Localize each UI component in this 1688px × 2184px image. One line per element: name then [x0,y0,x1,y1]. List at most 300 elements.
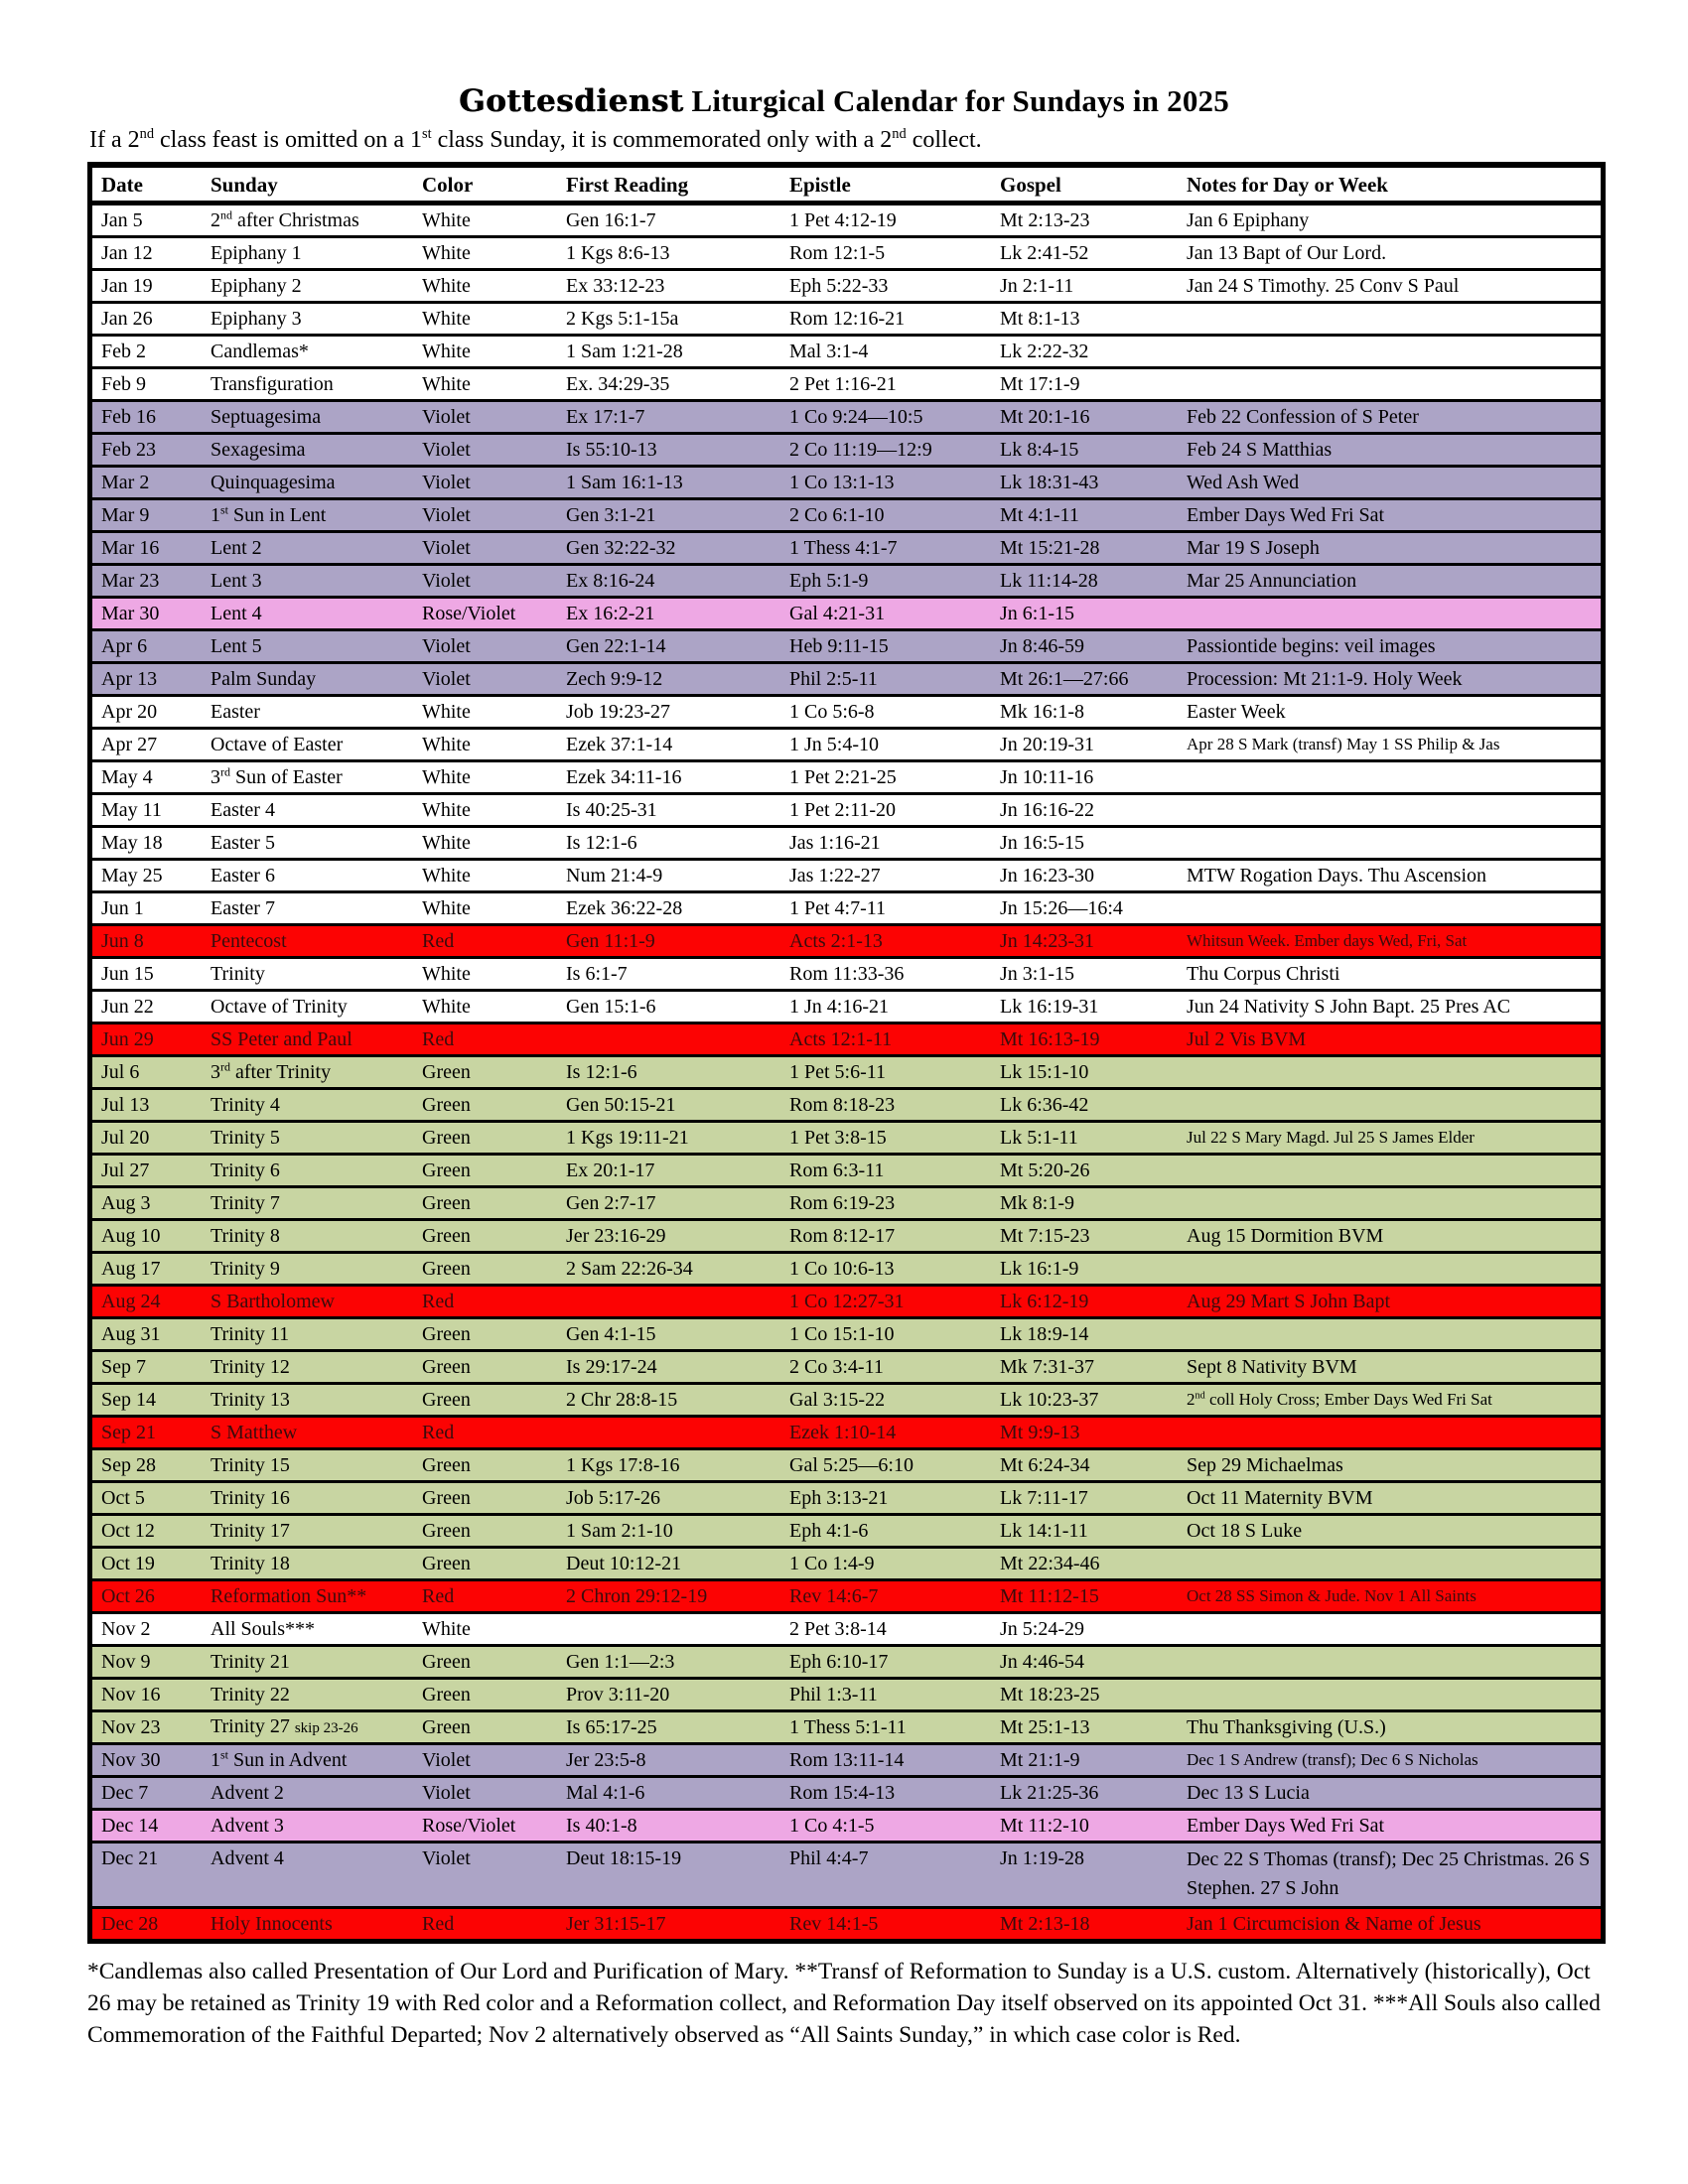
cell-gospel: Mt 22:34-46 [1000,1553,1100,1574]
cell-color: Green [422,1258,471,1280]
table-row [92,268,1601,301]
cell-gospel: Mt 6:24-34 [1000,1454,1090,1476]
cell-color: Green [422,1716,471,1738]
cell-first-reading: 2 Sam 22:26-34 [566,1258,693,1280]
cell-sunday: Trinity 22 [211,1684,290,1706]
cell-color: Violet [422,439,471,461]
cell-epistle: 1 Co 10:6-13 [789,1258,895,1280]
cell-epistle: Rom 8:12-17 [789,1225,896,1247]
cell-notes: Oct 18 S Luke [1187,1520,1303,1542]
table-row [92,1480,1601,1513]
cell-color: White [422,341,471,362]
cell-color: White [422,209,471,231]
cell-gospel: Mk 16:1-8 [1000,701,1084,723]
cell-color: Violet [422,1749,471,1771]
cell-epistle: Gal 4:21-31 [789,603,886,624]
cell-gospel: Lk 10:23-37 [1000,1389,1099,1411]
table-row [92,1251,1601,1284]
cell-gospel: Mt 11:2-10 [1000,1815,1089,1837]
cell-color: Green [422,1684,471,1706]
cell-date: Jun 15 [101,963,154,985]
cell-epistle: Eph 6:10-17 [789,1651,889,1673]
cell-notes: Jan 24 S Timothy. 25 Conv S Paul [1187,275,1460,297]
table-row [92,1546,1601,1578]
table-row [92,1644,1601,1677]
cell-first-reading: Is 40:25-31 [566,799,657,821]
cell-date: Dec 21 [101,1847,159,1869]
cell-gospel: Mt 25:1-13 [1000,1716,1090,1738]
cell-sunday: SS Peter and Paul [211,1028,352,1050]
header-row [92,168,1601,203]
table-row [92,1742,1601,1775]
cell-gospel: Jn 5:24-29 [1000,1618,1084,1640]
cell-first-reading: 1 Kgs 19:11-21 [566,1127,689,1149]
cell-first-reading: Gen 2:7-17 [566,1192,656,1214]
cell-date: Aug 24 [101,1291,161,1312]
cell-gospel: Lk 2:22-32 [1000,341,1089,362]
cell-epistle: 2 Pet 1:16-21 [789,373,897,395]
cell-first-reading: Job 19:23-27 [566,701,670,723]
cell-sunday: Trinity 17 [211,1520,290,1542]
cell-epistle: Rom 11:33-36 [789,963,905,985]
cell-first-reading: 2 Chr 28:8-15 [566,1389,678,1411]
cell-color: White [422,832,471,854]
cell-notes: Sep 29 Michaelmas [1187,1454,1343,1476]
cell-gospel: Mt 9:9-13 [1000,1422,1080,1443]
cell-date: Apr 27 [101,734,158,755]
cell-gospel: Mt 5:20-26 [1000,1160,1090,1181]
page-title [0,83,1688,119]
cell-color: White [422,701,471,723]
cell-gospel: Mt 17:1-9 [1000,373,1080,395]
table-row [92,1284,1601,1316]
cell-date: Oct 5 [101,1487,145,1509]
cell-notes: 2nd coll Holy Cross; Ember Days Wed Fri Sat [1187,1390,1492,1409]
cell-date: Mar 23 [101,570,160,592]
cell-color: Green [422,1553,471,1574]
cell-epistle: 1 Co 9:24—10:5 [789,406,923,428]
cell-first-reading: Is 6:1-7 [566,963,628,985]
table-row [92,1808,1601,1841]
cell-date: May 25 [101,865,163,887]
column-header-sunday: Sunday [211,172,278,197]
cell-color: White [422,799,471,821]
table-row [92,1153,1601,1185]
cell-color: Green [422,1520,471,1542]
cell-notes: Mar 19 S Joseph [1187,537,1320,559]
cell-epistle: Phil 4:4-7 [789,1847,869,1869]
cell-color: Violet [422,472,471,493]
cell-epistle: 1 Jn 4:16-21 [789,996,889,1018]
cell-first-reading: Ex 17:1-7 [566,406,645,428]
cell-first-reading: 2 Chron 29:12-19 [566,1585,708,1607]
cell-first-reading: Num 21:4-9 [566,865,663,887]
table-row [92,1382,1601,1415]
cell-sunday: Trinity 16 [211,1487,290,1509]
table-row [92,858,1601,890]
cell-color: White [422,766,471,788]
cell-first-reading: Gen 3:1-21 [566,504,656,526]
cell-gospel: Lk 11:14-28 [1000,570,1098,592]
cell-sunday: Lent 5 [211,635,262,657]
cell-color: Red [422,930,455,952]
cell-sunday: Holy Innocents [211,1913,333,1935]
column-header-first-reading: First Reading [566,172,689,197]
cell-first-reading: Is 29:17-24 [566,1356,657,1378]
cell-notes: Easter Week [1187,701,1286,723]
cell-gospel: Jn 14:23-31 [1000,930,1094,952]
cell-first-reading: Job 5:17-26 [566,1487,660,1509]
cell-gospel: Mt 2:13-18 [1000,1913,1090,1935]
cell-gospel: Mt 20:1-16 [1000,406,1090,428]
table-row [92,1185,1601,1218]
column-header-epistle: Epistle [789,172,851,197]
cell-color: White [422,734,471,755]
cell-date: Apr 20 [101,701,158,723]
cell-sunday: Trinity 13 [211,1389,290,1411]
cell-notes: Aug 29 Mart S John Bapt [1187,1291,1390,1312]
table-row [92,1022,1601,1054]
cell-epistle: Acts 2:1-13 [789,930,883,952]
cell-gospel: Jn 6:1-15 [1000,603,1074,624]
cell-sunday: Trinity 18 [211,1553,290,1574]
table-row [92,1054,1601,1087]
cell-epistle: Ezek 1:10-14 [789,1422,897,1443]
cell-first-reading: Ezek 36:22-28 [566,897,683,919]
cell-first-reading: 1 Kgs 8:6-13 [566,242,670,264]
cell-epistle: 1 Co 13:1-13 [789,472,895,493]
cell-first-reading: Gen 16:1-7 [566,209,656,231]
cell-sunday: Advent 2 [211,1782,284,1804]
table-row [92,890,1601,923]
cell-date: Sep 7 [101,1356,146,1378]
cell-sunday: Reformation Sun** [211,1585,367,1607]
cell-date: Feb 9 [101,373,146,395]
cell-sunday: Trinity 15 [211,1454,290,1476]
cell-epistle: Phil 1:3-11 [789,1684,878,1706]
cell-epistle: 1 Pet 2:21-25 [789,766,897,788]
cell-notes: Ember Days Wed Fri Sat [1187,504,1385,526]
cell-epistle: 1 Co 12:27-31 [789,1291,905,1312]
cell-color: Violet [422,406,471,428]
table-row [92,727,1601,759]
cell-first-reading: Mal 4:1-6 [566,1782,645,1804]
calendar-table-body [92,203,1601,1939]
cell-sunday: Octave of Easter [211,734,344,755]
cell-date: Dec 7 [101,1782,149,1804]
cell-first-reading: Is 55:10-13 [566,439,657,461]
cell-epistle: 1 Co 15:1-10 [789,1323,895,1345]
cell-date: Feb 23 [101,439,156,461]
cell-color: White [422,242,471,264]
cell-date: Mar 9 [101,504,150,526]
cell-epistle: 1 Co 1:4-9 [789,1553,875,1574]
cell-first-reading: 2 Kgs 5:1-15a [566,308,679,330]
cell-epistle: 1 Pet 4:7-11 [789,897,887,919]
cell-sunday: Trinity 4 [211,1094,280,1116]
table-row [92,792,1601,825]
cell-epistle: 1 Pet 3:8-15 [789,1127,887,1149]
cell-epistle: Eph 5:1-9 [789,570,869,592]
cell-gospel: Jn 16:5-15 [1000,832,1084,854]
cell-sunday: Advent 4 [211,1847,284,1869]
cell-sunday: Sexagesima [211,439,306,461]
cell-sunday: Trinity 5 [211,1127,280,1149]
cell-epistle: 2 Pet 3:8-14 [789,1618,887,1640]
cell-sunday: Trinity 27 skip 23-26 [211,1715,358,1737]
cell-color: Rose/Violet [422,603,516,624]
table-row [92,1578,1601,1611]
cell-epistle: Rom 13:11-14 [789,1749,905,1771]
cell-gospel: Lk 7:11-17 [1000,1487,1088,1509]
cell-first-reading: 1 Sam 2:1-10 [566,1520,673,1542]
cell-gospel: Lk 6:12-19 [1000,1291,1089,1312]
table-row [92,203,1601,235]
cell-color: Green [422,1192,471,1214]
cell-sunday: Lent 4 [211,603,262,624]
cell-notes: Jan 6 Epiphany [1187,209,1310,231]
cell-color: Violet [422,537,471,559]
cell-date: Jul 27 [101,1160,150,1181]
cell-date: Sep 14 [101,1389,156,1411]
table-row [92,497,1601,530]
cell-date: Jan 19 [101,275,153,297]
cell-epistle: Eph 5:22-33 [789,275,889,297]
cell-date: Oct 26 [101,1585,155,1607]
cell-notes: Wed Ash Wed [1187,472,1300,493]
cell-color: Green [422,1389,471,1411]
cell-gospel: Mt 18:23-25 [1000,1684,1100,1706]
table-row [92,1841,1601,1906]
cell-sunday: Trinity [211,963,265,985]
cell-color: Green [422,1356,471,1378]
table-row [92,432,1601,465]
cell-gospel: Jn 15:26—16:4 [1000,897,1123,919]
cell-date: Jul 13 [101,1094,150,1116]
cell-first-reading: Deut 18:15-19 [566,1847,682,1869]
cell-date: Nov 9 [101,1651,151,1673]
cell-gospel: Lk 8:4-15 [1000,439,1079,461]
cell-notes: Feb 22 Confession of S Peter [1187,406,1419,428]
cell-gospel: Mt 26:1—27:66 [1000,668,1129,690]
cell-color: Violet [422,635,471,657]
cell-color: Green [422,1454,471,1476]
cell-epistle: Rev 14:6-7 [789,1585,879,1607]
cell-first-reading: Gen 50:15-21 [566,1094,676,1116]
cell-first-reading: 1 Sam 1:21-28 [566,341,683,362]
cell-gospel: Mt 15:21-28 [1000,537,1100,559]
table-row [92,399,1601,432]
cell-gospel: Jn 16:23-30 [1000,865,1094,887]
cell-first-reading: 1 Kgs 17:8-16 [566,1454,680,1476]
cell-gospel: Mk 7:31-37 [1000,1356,1094,1378]
cell-notes: Dec 13 S Lucia [1187,1782,1310,1804]
calendar-table [87,162,1606,1944]
cell-sunday: Trinity 21 [211,1651,290,1673]
cell-first-reading: Prov 3:11-20 [566,1684,670,1706]
cell-epistle: Rom 12:1-5 [789,242,886,264]
cell-date: Jun 8 [101,930,144,952]
cell-epistle: 2 Co 6:1-10 [789,504,885,526]
cell-first-reading: Ex 33:12-23 [566,275,665,297]
cell-gospel: Jn 2:1-11 [1000,275,1074,297]
cell-color: White [422,897,471,919]
cell-color: Green [422,1323,471,1345]
cell-color: Violet [422,570,471,592]
table-row [92,923,1601,956]
table-row [92,465,1601,497]
cell-notes: Dec 22 S Thomas (transf); Dec 25 Christmas. 26 S Stephen. 27 S John [1187,1848,1591,1899]
cell-sunday: Quinquagesima [211,472,336,493]
cell-epistle: Rom 6:19-23 [789,1192,896,1214]
cell-sunday: Trinity 12 [211,1356,290,1378]
cell-color: Red [422,1291,455,1312]
table-row [92,1447,1601,1480]
cell-gospel: Mk 8:1-9 [1000,1192,1074,1214]
cell-epistle: 2 Co 11:19—12:9 [789,439,932,461]
cell-date: Mar 16 [101,537,160,559]
cell-first-reading: Ezek 34:11-16 [566,766,682,788]
cell-date: Nov 2 [101,1618,151,1640]
table-row [92,989,1601,1022]
cell-gospel: Mt 16:13-19 [1000,1028,1100,1050]
cell-gospel: Mt 4:1-11 [1000,504,1079,526]
table-row [92,1218,1601,1251]
cell-color: White [422,865,471,887]
cell-notes: Jun 24 Nativity S John Bapt. 25 Pres AC [1187,996,1511,1018]
cell-first-reading: Gen 22:1-14 [566,635,666,657]
cell-sunday: 1st Sun in Advent [211,1747,348,1771]
cell-gospel: Lk 6:36-42 [1000,1094,1089,1116]
table-row [92,956,1601,989]
cell-epistle: Eph 3:13-21 [789,1487,889,1509]
cell-first-reading: Gen 11:1-9 [566,930,655,952]
cell-color: Green [422,1651,471,1673]
cell-date: Nov 30 [101,1749,161,1771]
column-header-gospel: Gospel [1000,172,1061,197]
subtitle: If a 2nd class feast is omitted on a 1st class Sunday, it is commemorated only with a 2nd collect. [89,126,982,153]
cell-first-reading: 1 Sam 16:1-13 [566,472,683,493]
cell-epistle: 1 Thess 4:1-7 [789,537,898,559]
cell-color: Green [422,1127,471,1149]
column-header-color: Color [422,172,474,197]
cell-color: Violet [422,504,471,526]
cell-notes: Aug 15 Dormition BVM [1187,1225,1384,1247]
cell-sunday: Octave of Trinity [211,996,348,1018]
table-row [92,825,1601,858]
cell-gospel: Mt 11:12-15 [1000,1585,1099,1607]
table-row [92,1316,1601,1349]
cell-sunday: Easter 6 [211,865,275,887]
cell-epistle: Rom 15:4-13 [789,1782,896,1804]
cell-sunday: S Bartholomew [211,1291,335,1312]
cell-color: White [422,963,471,985]
cell-epistle: 1 Pet 2:11-20 [789,799,897,821]
cell-first-reading: Gen 4:1-15 [566,1323,656,1345]
cell-epistle: Rom 12:16-21 [789,308,906,330]
cell-sunday: 3rd after Trinity [211,1059,332,1083]
cell-epistle: Acts 12:1-11 [789,1028,893,1050]
cell-date: Nov 23 [101,1716,161,1738]
cell-date: Aug 17 [101,1258,161,1280]
cell-first-reading: Jer 23:5-8 [566,1749,646,1771]
cell-date: Aug 3 [101,1192,151,1214]
cell-first-reading: Ex 16:2-21 [566,603,655,624]
cell-date: Mar 2 [101,472,150,493]
cell-sunday: All Souls*** [211,1618,316,1640]
cell-sunday: 2nd after Christmas [211,207,359,231]
cell-first-reading: Ezek 37:1-14 [566,734,673,755]
cell-epistle: Rev 14:1-5 [789,1913,879,1935]
cell-epistle: Gal 5:25—6:10 [789,1454,914,1476]
cell-date: Dec 28 [101,1913,159,1935]
footnote: *Candlemas also called Presentation of Our Lord and Purification of Mary. **Transf of Reformation to Sunday is a U.S. custom. Alternatively (historically), Oct 26 may be retained as Trinity 19 with Red color and a Reformation collect, and Reformation Day itself observed on its appointed Oct 31. ***All Souls also called Commemoration of the Faithful Departed; Nov 2 alternatively observed as “All Saints Sunday,” in which case color is Red. [87,1959,1601,2048]
cell-sunday: Candlemas* [211,341,309,362]
cell-color: White [422,996,471,1018]
cell-notes: Thu Corpus Christi [1187,963,1340,985]
cell-date: Sep 28 [101,1454,156,1476]
table-row [92,563,1601,596]
cell-sunday: 3rd Sun of Easter [211,764,343,788]
cell-date: Sep 21 [101,1422,156,1443]
cell-date: Mar 30 [101,603,160,624]
title-rest: Liturgical Calendar for Sundays in 2025 [683,83,1229,118]
cell-first-reading: Is 12:1-6 [566,832,637,854]
cell-gospel: Mt 7:15-23 [1000,1225,1090,1247]
cell-gospel: Mt 8:1-13 [1000,308,1080,330]
cell-epistle: Phil 2:5-11 [789,668,878,690]
cell-color: Green [422,1487,471,1509]
cell-notes: Jan 13 Bapt of Our Lord. [1187,242,1387,264]
table-row [92,530,1601,563]
table-row [92,301,1601,334]
table-row [92,1349,1601,1382]
cell-epistle: 1 Thess 5:1-11 [789,1716,907,1738]
cell-first-reading: Ex. 34:29-35 [566,373,670,395]
cell-date: May 4 [101,766,153,788]
cell-gospel: Lk 18:9-14 [1000,1323,1089,1345]
cell-date: Apr 13 [101,668,158,690]
table-row [92,628,1601,661]
cell-gospel: Lk 16:1-9 [1000,1258,1079,1280]
table-row [92,1513,1601,1546]
cell-epistle: 1 Pet 5:6-11 [789,1061,887,1083]
cell-notes: Ember Days Wed Fri Sat [1187,1815,1385,1837]
table-row [92,235,1601,268]
cell-first-reading: Jer 23:16-29 [566,1225,666,1247]
cell-sunday: Transfiguration [211,373,334,395]
cell-epistle: 2 Co 3:4-11 [789,1356,884,1378]
cell-color: Green [422,1094,471,1116]
cell-first-reading: Gen 32:22-32 [566,537,676,559]
cell-sunday: Trinity 8 [211,1225,280,1247]
cell-color: Red [422,1028,455,1050]
cell-sunday: 1st Sun in Lent [211,502,327,526]
table-row [92,1087,1601,1120]
cell-date: Jul 6 [101,1061,140,1083]
cell-notes: Procession: Mt 21:1-9. Holy Week [1187,668,1463,690]
cell-date: Jun 1 [101,897,144,919]
sunday-small-note: skip 23-26 [294,1720,358,1736]
cell-color: Rose/Violet [422,1815,516,1837]
table-row [92,1709,1601,1742]
cell-notes: Thu Thanksgiving (U.S.) [1187,1716,1386,1738]
cell-sunday: Easter 4 [211,799,275,821]
cell-epistle: 1 Pet 4:12-19 [789,209,897,231]
cell-first-reading: Ex 20:1-17 [566,1160,655,1181]
cell-gospel: Jn 10:11-16 [1000,766,1094,788]
cell-date: Jul 20 [101,1127,150,1149]
